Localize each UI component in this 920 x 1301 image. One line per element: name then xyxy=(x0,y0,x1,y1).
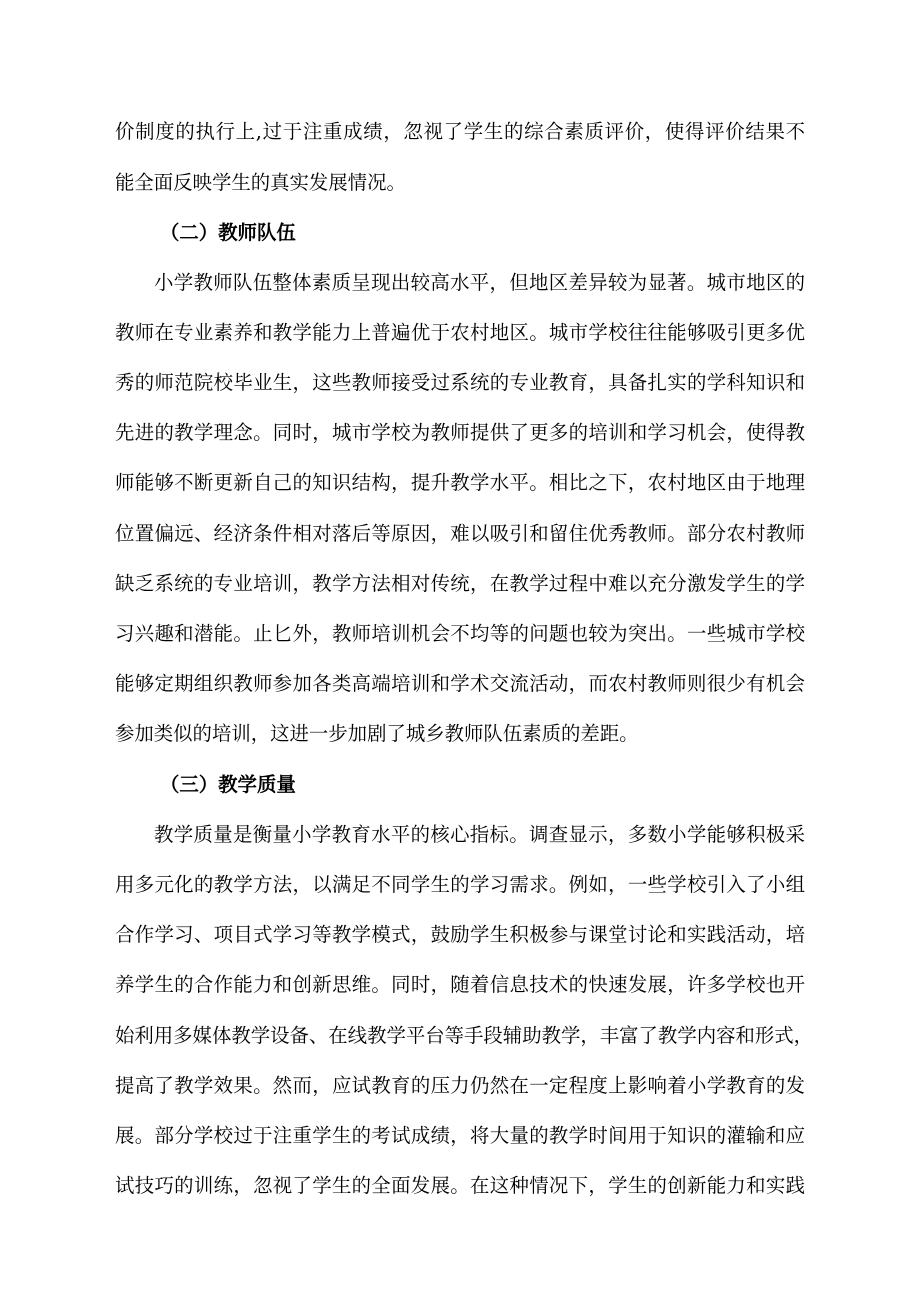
section-heading-teachers: （二）教师队伍 xyxy=(160,221,296,244)
paragraph-line: 小学教师队伍整体素质呈现出较高水平，但地区差异较为显著。城市地区的 xyxy=(154,271,805,294)
paragraph-line: 教学质量是衡量小学教育水平的核心指标。调查显示，多数小学能够积极采 xyxy=(154,823,805,846)
paragraph-line: 展。部分学校过于注重学生的考试成绩，将大量的教学时间用于知识的灌输和应 xyxy=(115,1124,805,1147)
paragraph-line: 养学生的合作能力和创新思维。同时，随着信息技术的快速发展，许多学校也开 xyxy=(115,973,805,996)
paragraph-line: 位置偏远、经济条件相对落后等原因，难以吸引和留住优秀教师。部分农村教师 xyxy=(115,522,805,545)
section-heading-teaching-quality: （三）教学质量 xyxy=(160,773,296,796)
paragraph-line: 秀的师范院校毕业生，这些教师接受过系统的专业教育，具备扎实的学科知识和 xyxy=(115,371,805,394)
paragraph-line: 习兴趣和潜能。止匕外，教师培训机会不均等的问题也较为突出。一些城市学校 xyxy=(115,622,805,645)
paragraph-line: 缺乏系统的专业培训，教学方法相对传统，在教学过程中难以充分激发学生的学 xyxy=(115,572,805,595)
paragraph-line: 能够定期组织教师参加各类高端培训和学术交流活动，而农村教师则很少有机会 xyxy=(115,672,805,695)
paragraph-line: 价制度的执行上,过于注重成绩，忽视了学生的综合素质评价，使得评价结果不 xyxy=(115,120,805,143)
paragraph-line: 试技巧的训练，忽视了学生的全面发展。在这种情况下，学生的创新能力和实践 xyxy=(115,1174,805,1197)
paragraph-line: 教师在专业素养和教学能力上普遍优于农村地区。城市学校往往能够吸引更多优 xyxy=(115,321,805,344)
paragraph-line: 参加类似的培训，这进一步加剧了城乡教师队伍素质的差距。 xyxy=(115,722,639,745)
paragraph-line: 先进的教学理念。同时，城市学校为教师提供了更多的培训和学习机会，使得教 xyxy=(115,421,805,444)
paragraph-line: 提高了教学效果。然而，应试教育的压力仍然在一定程度上影响着小学教育的发 xyxy=(115,1074,805,1097)
paragraph-line: 合作学习、项目式学习等教学模式，鼓励学生积极参与课堂讨论和实践活动，培 xyxy=(115,923,805,946)
paragraph-line: 师能够不断更新自己的知识结构，提升教学水平。相比之下，农村地区由于地理 xyxy=(115,471,805,494)
paragraph-line: 能全面反映学生的真实发展情况。 xyxy=(115,171,406,194)
paragraph-line: 用多元化的教学方法，以满足不同学生的学习需求。例如，一些学校引入了小组 xyxy=(115,873,805,896)
paragraph-line: 始利用多媒体教学设备、在线教学平台等手段辅助教学，丰富了教学内容和形式， xyxy=(115,1024,814,1047)
